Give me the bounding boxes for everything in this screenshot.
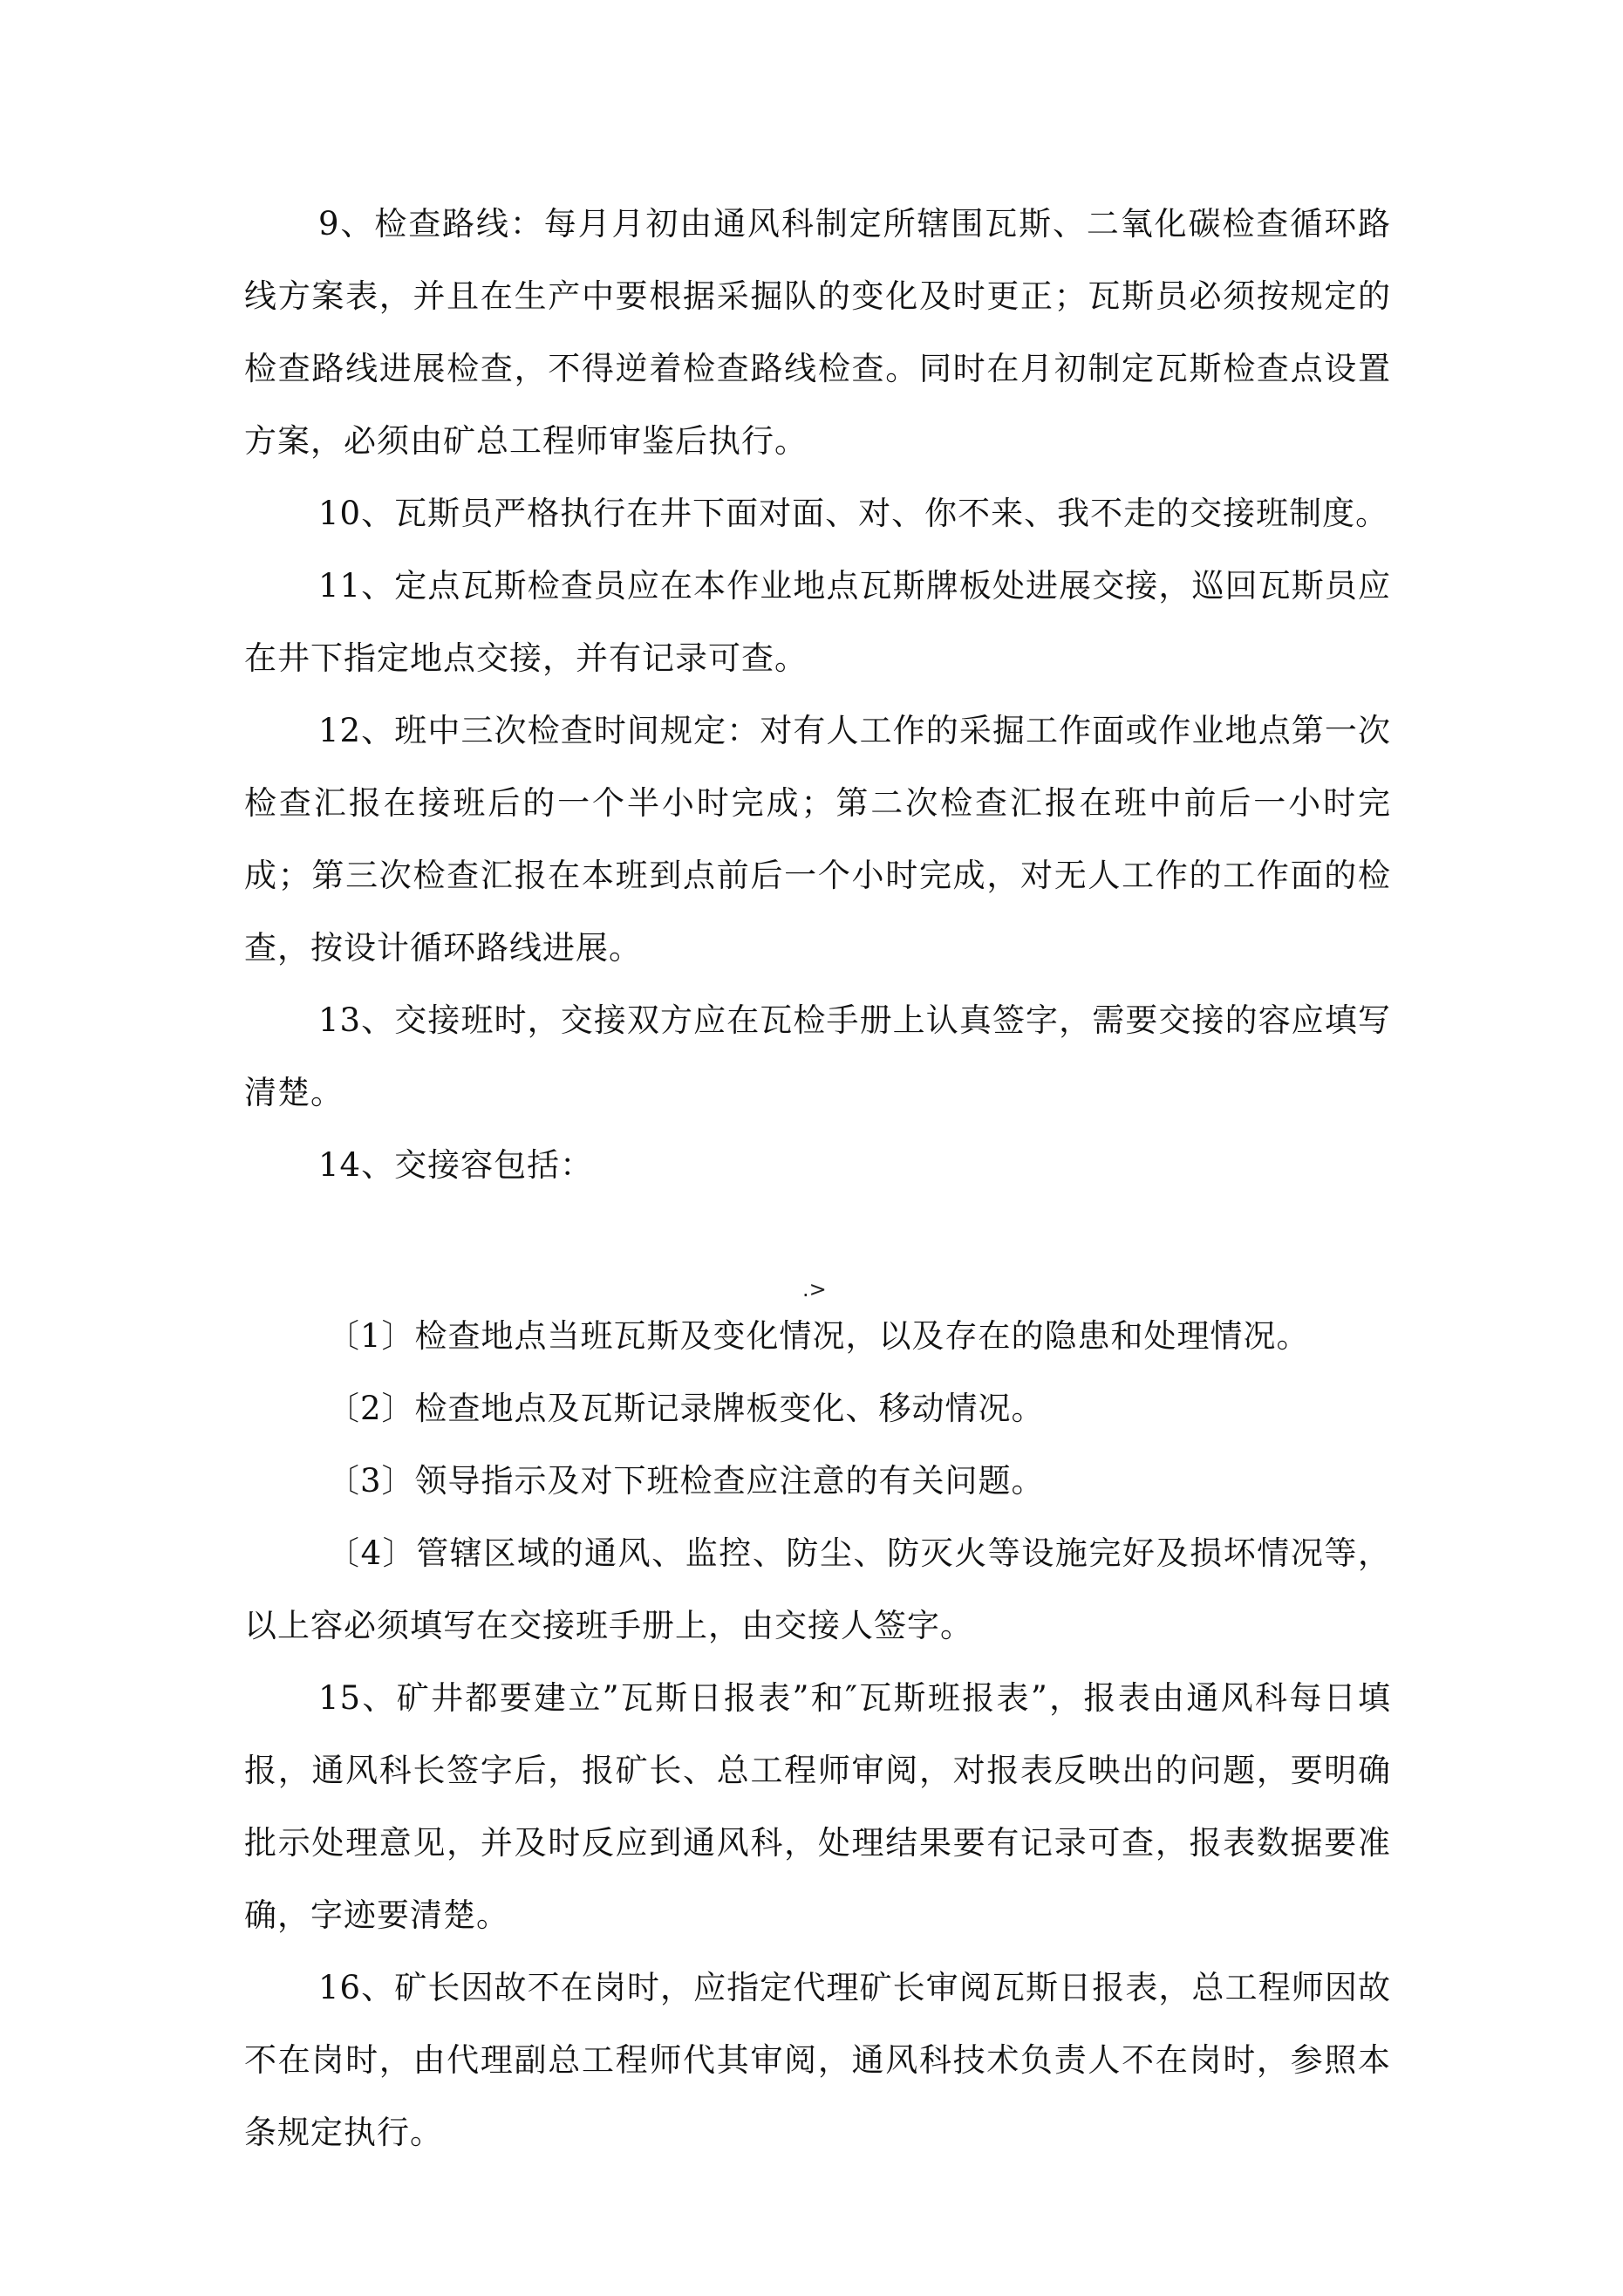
paragraph-item-10: 10、瓦斯员严格执行在井下面对面、对、你不来、我不走的交接班制度。 bbox=[318, 495, 1389, 532]
subitem-1: 〔1〕检查地点当班瓦斯及变化情况，以及存在的隐患和处理情况。 bbox=[327, 1317, 1310, 1355]
paragraph-item-11: 11、定点瓦斯检查员应在本作业地点瓦斯牌板处进展交接，巡回瓦斯员应在井下指定地点交接，并有记录可查。 bbox=[244, 567, 1391, 677]
subitem-3: 〔3〕领导指示及对下班检查应注意的有关问题。 bbox=[327, 1462, 1045, 1500]
paragraph-item-9: 9、检查路线：每月月初由通风科制定所辖围瓦斯、二氧化碳检查循环路线方案表，并且在生产中要根据采掘队的变化及时更正；瓦斯员必须按规定的检查路线进展检查，不得逆着检查路线检查。同时在月初制定瓦斯检查点设置方案，必须由矿总工程师审鉴后执行。 bbox=[244, 205, 1391, 460]
paragraph-item-12: 12、班中三次检查时间规定：对有人工作的采掘工作面或作业地点第一次检查汇报在接班后的一个半小时完成；第二次检查汇报在班中前后一小时完成；第三次检查汇报在本班到点前后一个小时完成，对无人工作的工作面的检查，按设计循环路线进展。 bbox=[244, 712, 1391, 967]
subitem-2: 〔2〕检查地点及瓦斯记录牌板变化、移动情况。 bbox=[327, 1390, 1045, 1427]
paragraph-item-16: 16、矿长因故不在岗时，应指定代理矿长审阅瓦斯日报表，总工程师因故不在岗时，由代理副总工程师代其审阅，通风科技术负责人不在岗时，参照本条规定执行。 bbox=[244, 1969, 1391, 2151]
paragraph-item-14: 14、交接容包括： bbox=[318, 1146, 594, 1184]
page-break-mark: .> bbox=[802, 1277, 827, 1302]
paragraph-item-15: 15、矿井都要建立”瓦斯日报表”和″瓦斯班报表”，报表由通风科每日填报，通风科长签字后，报矿长、总工程师审阅，对报表反映出的问题，要明确批示处理意见，并及时反应到通风科，处理结果要有记录可查，报表数据要准确，字迹要清楚。 bbox=[244, 1679, 1391, 1934]
subitem-4: 〔4〕管辖区域的通风、监控、防尘、防灭火等设施完好及损坏情况等，以上容必须填写在交接班手册上，由交接人签字。 bbox=[244, 1534, 1391, 1644]
paragraph-item-13: 13、交接班时，交接双方应在瓦检手册上认真签字，需要交接的容应填写清楚。 bbox=[244, 1001, 1391, 1111]
